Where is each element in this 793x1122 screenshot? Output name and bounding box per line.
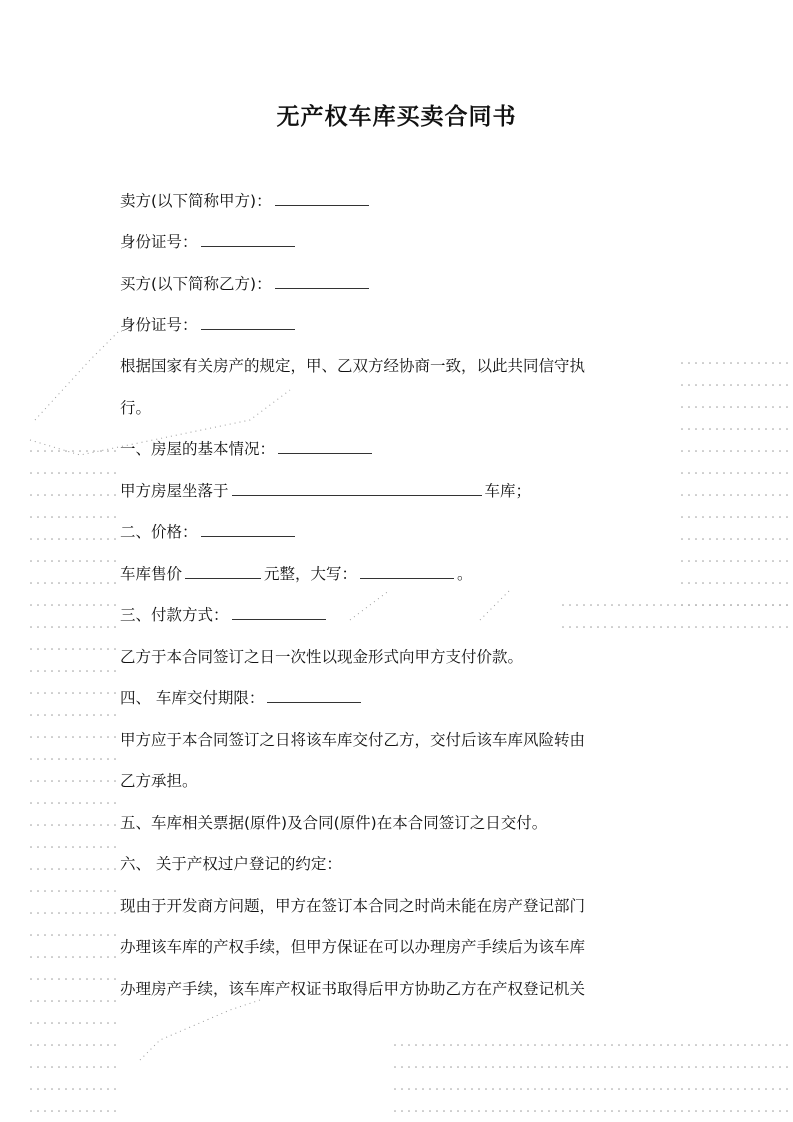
section-1-heading: 一、房屋的基本情况： — [120, 440, 276, 458]
seller-id-blank[interactable] — [201, 233, 295, 247]
section-6-heading: 六、 关于产权过户登记的约定： — [120, 855, 342, 873]
section-2-heading-line — [120, 521, 298, 543]
location-prefix: 甲方房屋坐落于 — [120, 482, 229, 500]
document-title: 无产权车库买卖合同书 — [276, 104, 517, 130]
section-3-heading: 三、付款方式： — [120, 606, 229, 624]
section-5-text: 五、车库相关票据(原件)及合同(原件)在本合同签订之日交付。 — [120, 814, 548, 832]
title-transfer-text-line-1: 现由于开发商方问题，甲方在签订本合同之时尚未能在房产登记部门 — [120, 897, 586, 915]
section-3-heading-line — [120, 604, 329, 626]
seller-id-line — [120, 231, 298, 253]
preamble-line-2: 行。 — [120, 399, 152, 417]
price-amount-blank[interactable] — [185, 565, 261, 579]
preamble-line-1: 根据国家有关房产的规定，甲、乙双方经协商一致，以此共同信守执 — [120, 357, 586, 375]
section-4-blank[interactable] — [267, 689, 361, 703]
seller-line — [120, 190, 372, 212]
buyer-line — [120, 273, 372, 295]
buyer-label: 买方(以下简称乙方)： — [120, 275, 272, 293]
price-line — [120, 563, 473, 585]
buyer-name-blank[interactable] — [275, 275, 369, 289]
price-end: 。 — [457, 565, 473, 583]
price-mid: 元整，大写： — [264, 565, 358, 583]
buyer-id-label: 身份证号： — [120, 316, 198, 334]
section-1-heading-line — [120, 438, 375, 460]
payment-text: 乙方于本合同签订之日一次性以现金形式向甲方支付价款。 — [120, 648, 524, 666]
title-transfer-text-line-3: 办理房产手续，该车库产权证书取得后甲方协助乙方在产权登记机关 — [120, 980, 586, 998]
section-4-heading: 四、 车库交付期限： — [120, 689, 265, 707]
title-transfer-text-line-2: 办理该车库的产权手续，但甲方保证在可以办理房产手续后为该车库 — [120, 938, 586, 956]
section-1-blank[interactable] — [278, 440, 372, 454]
delivery-text-line-1: 甲方应于本合同签订之日将该车库交付乙方，交付后该车库风险转由 — [120, 731, 586, 749]
location-blank[interactable] — [232, 482, 482, 496]
seller-name-blank[interactable] — [275, 192, 369, 206]
buyer-id-line — [120, 314, 298, 336]
section-3-blank[interactable] — [232, 606, 326, 620]
location-line — [120, 480, 531, 502]
section-2-heading: 二、价格： — [120, 523, 198, 541]
seller-id-label: 身份证号： — [120, 233, 198, 251]
buyer-id-blank[interactable] — [201, 316, 295, 330]
location-suffix: 车库； — [484, 482, 532, 500]
delivery-text-line-2: 乙方承担。 — [120, 772, 198, 790]
seller-label: 卖方(以下简称甲方)： — [120, 192, 272, 210]
section-4-heading-line — [120, 687, 364, 709]
price-words-blank[interactable] — [360, 565, 454, 579]
price-prefix: 车库售价 — [120, 565, 183, 583]
section-2-blank[interactable] — [201, 523, 295, 537]
